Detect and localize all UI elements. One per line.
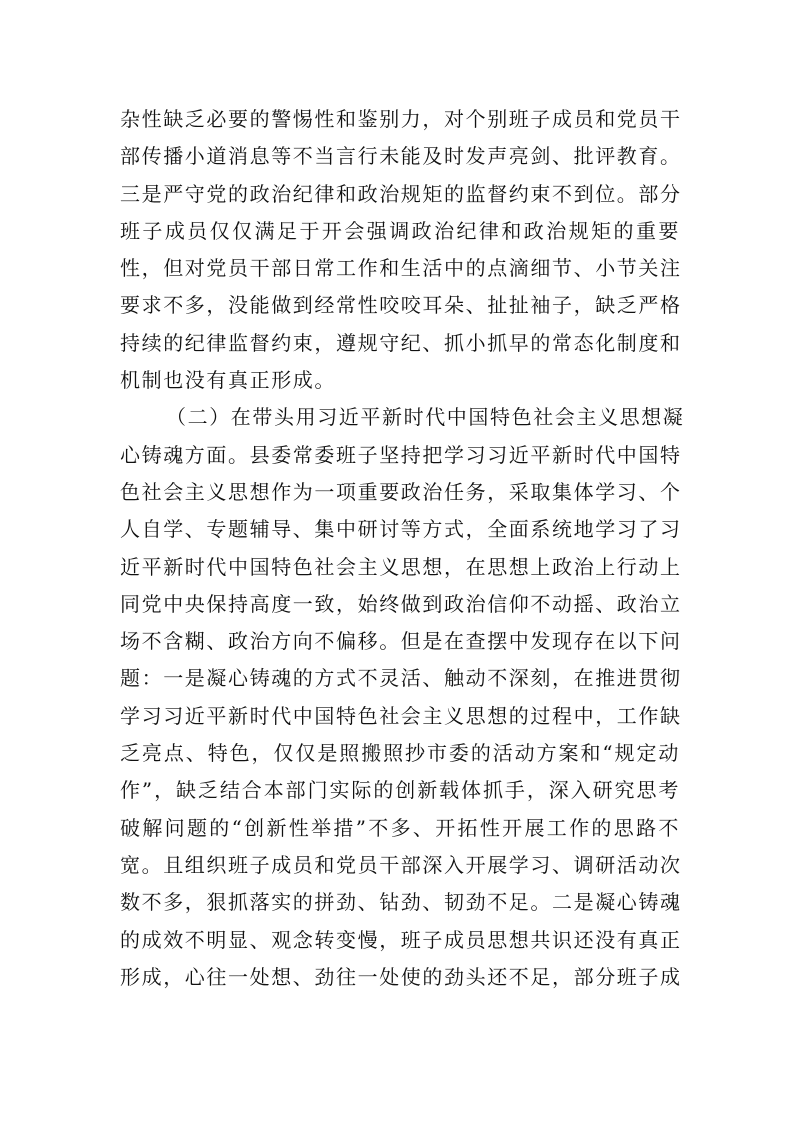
text-line: 班子成员仅仅满足于开会强调政治纪律和政治规矩的重要 <box>120 218 680 243</box>
text-line: 近平新时代中国特色社会主义思想，在思想上政治上行动上 <box>120 554 682 579</box>
text-line: 的成效不明显、观念转变慢，班子成员思想共识还没有真正 <box>120 927 682 952</box>
text-line: 机制也没有真正形成。 <box>120 368 336 393</box>
text-line: 要求不多，没能做到经常性咬咬耳朵、扯扯袖子，缺乏严格 <box>120 293 682 318</box>
text-line: 杂性缺乏必要的警惕性和鉴别力，对个别班子成员和党员干 <box>120 107 682 131</box>
text-line: 形成，心往一处想、劲往一处使的劲头还不足，部分班子成 <box>120 964 682 989</box>
document-page <box>120 101 685 996</box>
text-line: 破解问题的“创新性举措”不多、开拓性开展工作的思路不 <box>120 815 680 840</box>
text-line: 人自学、专题辅导、集中研讨等方式，全面系统地学习了习 <box>120 517 682 542</box>
text-line: 题：一是凝心铸魂的方式不灵活、触动不深刻，在推进贯彻 <box>120 666 682 691</box>
text-line: 色社会主义思想作为一项重要政治任务，采取集体学习、个 <box>120 479 682 504</box>
text-line: 作”，缺乏结合本部门实际的创新载体抓手，深入研究思考 <box>120 778 680 803</box>
text-line: 学习习近平新时代中国特色社会主义思想的过程中，工作缺 <box>120 703 682 728</box>
text-line: 持续的纪律监督约束，遵规守纪、抓小抓早的常态化制度和 <box>120 330 682 355</box>
text-line: 乏亮点、特色，仅仅是照搬照抄市委的活动方案和“规定动 <box>120 741 680 766</box>
text-line: 部传播小道消息等不当言行未能及时发声亮剑、批评教育。 <box>120 144 682 169</box>
text-line: 性，但对党员干部日常工作和生活中的点滴细节、小节关注 <box>120 256 682 281</box>
text-line: 同党中央保持高度一致，始终做到政治信仰不动摇、政治立 <box>120 591 682 616</box>
text-line: 场不含糊、政治方向不偏移。但是在查摆中发现存在以下问 <box>120 629 682 654</box>
text-line: 心铸魂方面。县委常委班子坚持把学习习近平新时代中国特 <box>120 442 682 467</box>
text-line: 宽。且组织班子成员和党员干部深入开展学习、调研活动次 <box>120 852 682 877</box>
text-line: 三是严守党的政治纪律和政治规矩的监督约束不到位。部分 <box>120 181 682 206</box>
text-line: 数不多，狠抓落实的拼劲、钻劲、韧劲不足。二是凝心铸魂 <box>120 890 682 915</box>
section-heading-line: （二）在带头用习近平新时代中国特色社会主义思想凝 <box>166 405 685 430</box>
